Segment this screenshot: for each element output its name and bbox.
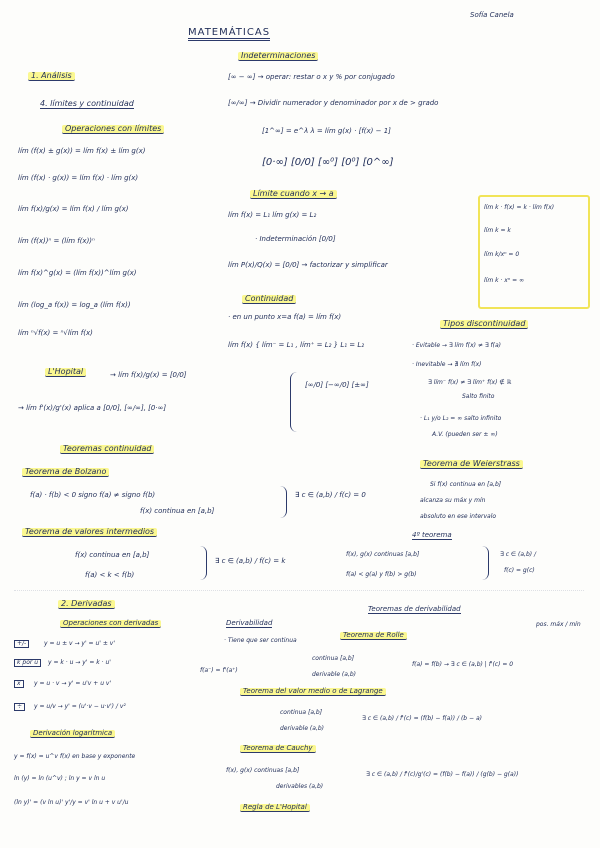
rule-exponential: lím f(x)^g(x) = (lím f(x))^lím g(x)	[18, 269, 137, 277]
rule-sum-tag: +/-	[14, 640, 29, 648]
bolzano-brace	[280, 486, 287, 518]
deriv-rule-product: y = u · v → y' = u'v + u v'	[34, 680, 112, 687]
teoremas-continuidad-heading: Teoremas continuidad	[60, 445, 154, 454]
weierstrass-l1: Si f(x) continua en [a,b]	[430, 481, 502, 488]
rolle-line-2: derivable (a,b)	[312, 671, 357, 678]
deriv-rule-sum: y = u ± v → y' = u' ± v'	[44, 640, 115, 647]
continuidad-infinite: [∞/0] [−∞/0] [±∞]	[305, 381, 369, 389]
vi-line-1: f(x) continua en [a,b]	[75, 551, 150, 559]
continuidad-def: · en un punto x=a f(a) = lím f(x)	[228, 313, 342, 321]
page-title: MATEMÁTICAS	[188, 28, 270, 41]
rule-scalar-tag: k por u	[14, 659, 41, 667]
vi-line-2: f(a) < k < f(b)	[85, 571, 135, 579]
vi-brace	[200, 546, 207, 580]
deriv-rule-scalar: y = k · u → y' = k · u'	[48, 659, 111, 666]
indeterminaciones-heading: Indeterminaciones	[238, 52, 318, 61]
section-analisis-heading: 1. Análisis	[28, 72, 75, 81]
limite-cociente-line1: lím f(x) = L₁ lím g(x) = L₂	[228, 211, 317, 219]
cauchy-heading: Teorema de Cauchy	[240, 745, 316, 753]
operaciones-derivadas-heading: Operaciones con derivadas	[60, 620, 161, 628]
continuidad-lateral: lím f(x) { lím⁻ = L₁ , lím⁺ = L₂ } L₁ = L₂	[228, 341, 365, 349]
weierstrass-l3: absoluto en ese intervalo	[420, 513, 497, 520]
indet-others: [0·∞] [0/0] [∞⁰] [0⁰] [0^∞]	[262, 157, 394, 168]
log-line-1: y = f(x) = u^v f(x) en base y exponente	[14, 753, 136, 760]
rule-quotient-tag: ÷	[14, 703, 25, 711]
cuarto-l1: f(x), g(x) continuas [a,b]	[346, 551, 420, 558]
lim-inf-l4: lím k · xⁿ = ∞	[484, 277, 525, 284]
valores-intermedios-heading: Teorema de valores intermedios	[22, 528, 157, 537]
cuarto-brace	[482, 546, 489, 580]
lhopital-rule-heading: Regla de L'Hopital	[240, 804, 310, 812]
cuarto-l4: f(c) = g(c)	[504, 567, 535, 574]
lim-inf-l3: lím k/xⁿ = 0	[484, 251, 520, 258]
weierstrass-heading: Teorema de Weierstrass	[420, 460, 523, 469]
weierstrass-l2: alcanza su máx y mín	[420, 497, 486, 504]
lhopital-label: L'Hopital	[45, 368, 86, 377]
log-line-2: ln (y) = ln (u^v) ; ln y = v ln u	[14, 775, 106, 782]
tipos-discontinuidad-heading: Tipos discontinuidad	[440, 320, 528, 329]
rolle-max-min: pos. máx / mín	[536, 621, 581, 628]
logaritmica-heading: Derivación logarítmica	[30, 730, 115, 738]
cuarto-l3: ∃ c ∈ (a,b) /	[500, 551, 537, 558]
lhopital-cases-brace	[290, 372, 297, 432]
teoremas-derivabilidad-heading: Teoremas de derivabilidad	[368, 605, 461, 613]
derivabilidad-heading: Derivabilidad	[226, 619, 273, 627]
bolzano-line-3: ∃ c ∈ (a,b) / f(c) = 0	[295, 491, 366, 499]
rule-quotient: lím f(x)/g(x) = lím f(x) / lím g(x)	[18, 205, 129, 213]
bolzano-heading: Teorema de Bolzano	[22, 468, 109, 477]
rolle-line-1: continua [a,b]	[312, 655, 355, 662]
cuarto-teorema-heading: 4º teorema	[412, 531, 452, 539]
rolle-line-3: f(a) = f(b) → ∃ c ∈ (a,b) | f'(c) = 0	[412, 661, 514, 668]
continuidad-heading: Continuidad	[242, 295, 296, 304]
rule-sum: lím (f(x) ± g(x)) = lím f(x) ± lím g(x)	[18, 147, 146, 155]
limite-cociente-heading: Límite cuando x → a	[250, 190, 337, 199]
indet-inf-minus-inf: [∞ − ∞] → operar: restar o x y % por conjugado	[228, 73, 395, 81]
lim-inf-l1: lím k · f(x) = k · lím f(x)	[484, 204, 555, 211]
cuarto-l2: f(a) < g(a) y f(b) > g(b)	[346, 571, 417, 578]
rule-root: lím ⁿ√f(x) = ⁿ√lím f(x)	[18, 329, 93, 337]
vm-line-2: derivable (a,b)	[280, 725, 325, 732]
bolzano-line-2: f(x) continua en [a,b]	[140, 507, 215, 515]
limite-cociente-line3: lím P(x)/Q(x) = [0/0] → factorizar y simplificar	[228, 261, 388, 269]
indet-inf-over-inf: [∞/∞] → Dividir numerador y denominador por x de > grado	[228, 99, 439, 107]
lhopital-rule: → lím f(x)/g(x) = [0/0]	[110, 371, 187, 379]
indet-one-inf: [1^∞] = e^λ λ = lím g(x) · [f(x) − 1]	[262, 127, 391, 135]
rule-power: lím (f(x))ⁿ = (lím f(x))ⁿ	[18, 237, 95, 245]
lhopital-apply: → lím f'(x)/g'(x) aplica a [0/0], [∞/∞], [0·∞]	[18, 404, 167, 412]
derivabilidad-line-2: f(a⁻) = f'(a⁺)	[200, 667, 238, 674]
limite-cociente-line2: · Indeterminación [0/0]	[255, 235, 336, 243]
author-name: Sofía Canela	[470, 11, 514, 19]
vm-line-3: ∃ c ∈ (a,b) / f'(c) = (f(b) − f(a)) / (b − a)	[362, 715, 482, 722]
vi-line-3: ∃ c ∈ (a,b) / f(c) = k	[215, 557, 286, 565]
disc-infinito: · L₁ y/o L₂ = ∞ salto infinito	[420, 415, 502, 422]
valor-medio-heading: Teorema del valor medio o de Lagrange	[240, 688, 386, 696]
bolzano-line-1: f(a) · f(b) < 0 signo f(a) ≠ signo f(b)	[30, 491, 156, 499]
deriv-rule-quotient: y = u/v → y' = (u'·v − u·v') / v²	[34, 703, 126, 710]
derivadas-heading: 2. Derivadas	[58, 600, 115, 609]
cauchy-line-2: derivables (a,b)	[276, 783, 324, 790]
limites-heading: 4. límites y continuidad	[40, 99, 134, 108]
disc-salto: ∃ lím⁻ f(x) ≠ ∃ lím⁺ f(x) ∉ ℝ	[428, 379, 512, 386]
disc-evitable: · Evitable → ∃ lím f(x) ≠ ∃ f(a)	[412, 342, 502, 349]
section-divider	[14, 590, 584, 591]
cauchy-line-3: ∃ c ∈ (a,b) / f'(c)/g'(c) = (f(b) − f(a)) / (g(b) − g(a))	[366, 771, 519, 778]
rule-product: lím (f(x) · g(x)) = lím f(x) · lím g(x)	[18, 174, 139, 182]
operaciones-limites-heading: Operaciones con límites	[62, 125, 164, 134]
rule-product-tag: x	[14, 680, 24, 688]
disc-inevitable: · Inevitable → ∄ lím f(x)	[412, 361, 482, 368]
cauchy-line-1: f(x), g(x) continuas [a,b]	[226, 767, 300, 774]
derivabilidad-line-1: · Tiene que ser continua	[224, 637, 297, 644]
lim-inf-l2: lím k = k	[484, 227, 511, 234]
rule-log: lím (log_a f(x)) = log_a (lím f(x))	[18, 301, 131, 309]
disc-av: A.V. (pueden ser ± ∞)	[432, 431, 498, 438]
rolle-heading: Teorema de Rolle	[340, 632, 407, 640]
vm-line-1: continua [a,b]	[280, 709, 323, 716]
disc-salto-finito: Salto finito	[462, 393, 495, 400]
log-line-3: (ln y)' = (v ln u)' y'/y = v' ln u + v u'/u	[14, 799, 129, 806]
